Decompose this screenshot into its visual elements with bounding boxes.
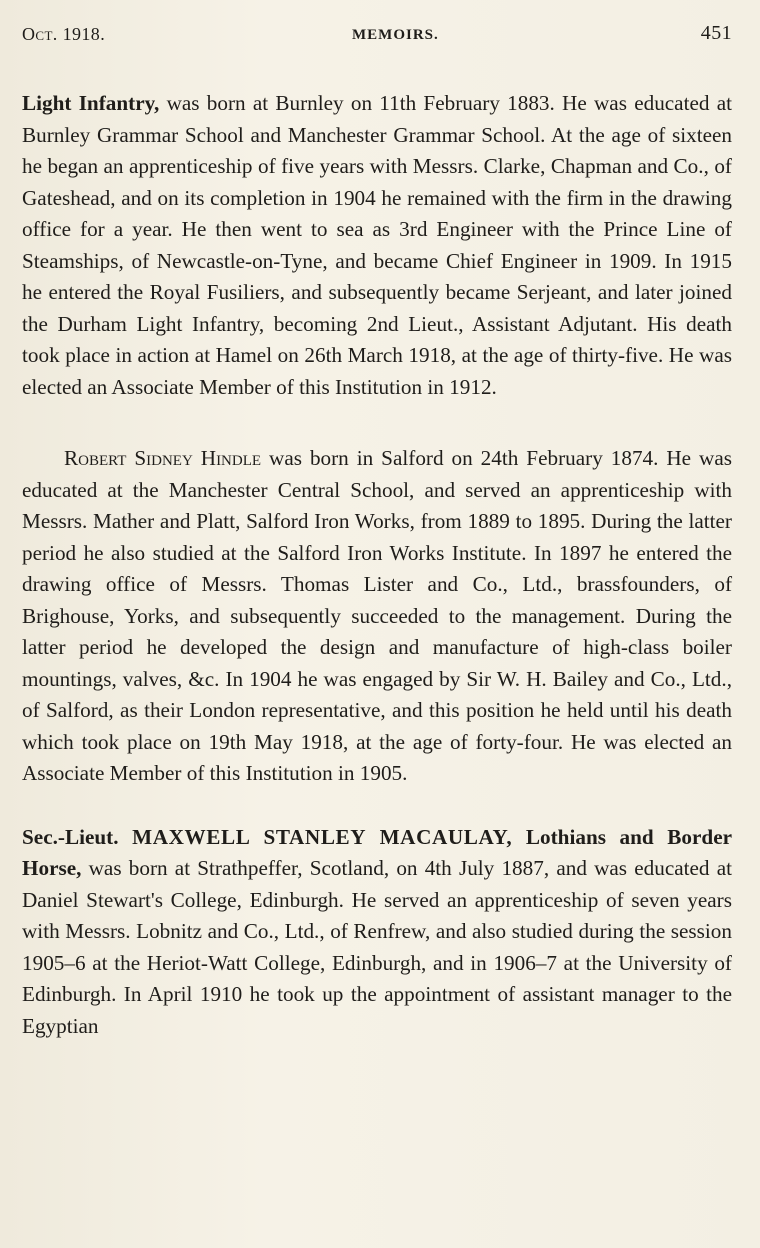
header-date: Oct. 1918. bbox=[22, 24, 106, 44]
header-title: MEMOIRS. bbox=[352, 27, 439, 43]
entry-2-text: was born in Salford on 24th February 1874. He was educated at the Manchester Central School, and served an apprenticeship with Messrs. Mather and Platt, Salford Iron Works, from 1889 to 1895. During the latter period he also studied at the Salford Iron Works Institute. In 1897 he entered the drawing office of Messrs. Thomas Lister and Co., Ltd., brassfounders, of Brighouse, Yorks, and subsequently succeeded to the management. During the latter period he developed the design and manufacture of high-class boiler mountings, valves, &c. In 1904 he was engaged by Sir W. H. Bailey and Co., Ltd., of Salford, as their London representative, and this position he held until his death which took place on 19th May 1918, at the age of forty-four. He was elected an Associate Member of this Institution in 1905. bbox=[22, 446, 733, 785]
memoir-entry-1 bbox=[22, 88, 732, 403]
entry-1-lead: Light Infantry, bbox=[22, 91, 160, 115]
memoir-entry-2 bbox=[22, 443, 732, 790]
entry-3-regiment: Lothians and Border Horse, bbox=[22, 824, 733, 880]
memoir-entry-3 bbox=[22, 822, 732, 1043]
page-number: 451 bbox=[700, 22, 732, 44]
entry-3-text: was born at Strathpeffer, Scotland, on 4th July 1887, and was educated at Daniel Stewart's College, Edinburgh. He served an apprenticeship of seven years with Messrs. Lobnitz and Co., Ltd., of Renfrew, and also studied during the session 1905–6 at the Heriot-Watt College, Edinburgh, and in 1906–7 at the University of Edinburgh. In April 1910 he took up the appointment of assistant manager to the Egyptian bbox=[22, 856, 732, 1038]
memoir-content bbox=[22, 88, 732, 1042]
entry-1-text: was born at Burnley on 11th February 1883. He was educated at Burnley Grammar School and Manchester Grammar School. At the age of sixteen he began an apprenticeship of five years with Messrs. Clarke, Chapman and Co., of Gateshead, and on its completion in 1904 he remained with the firm in the drawing office for a year. He then went to sea as 3rd Engineer with the Prince Line of Steamships, of Newcastle-on-Tyne, and became Chief Engineer in 1909. In 1915 he entered the Royal Fusiliers, and subsequently became Serjeant, and later joined the Durham Light Infantry, becoming 2nd Lieut., Assistant Adjutant. His death took place in action at Hamel on 26th March 1918, at the age of thirty-five. He was elected an Associate Member of this Institution in 1912. bbox=[22, 91, 733, 399]
page-header bbox=[22, 20, 732, 48]
entry-3-prefix: Sec.-Lieut. bbox=[22, 824, 119, 849]
entry-3-name: MAXWELL STANLEY MACAULAY, bbox=[132, 824, 513, 849]
entry-2-name: Robert Sidney Hindle bbox=[64, 446, 262, 470]
